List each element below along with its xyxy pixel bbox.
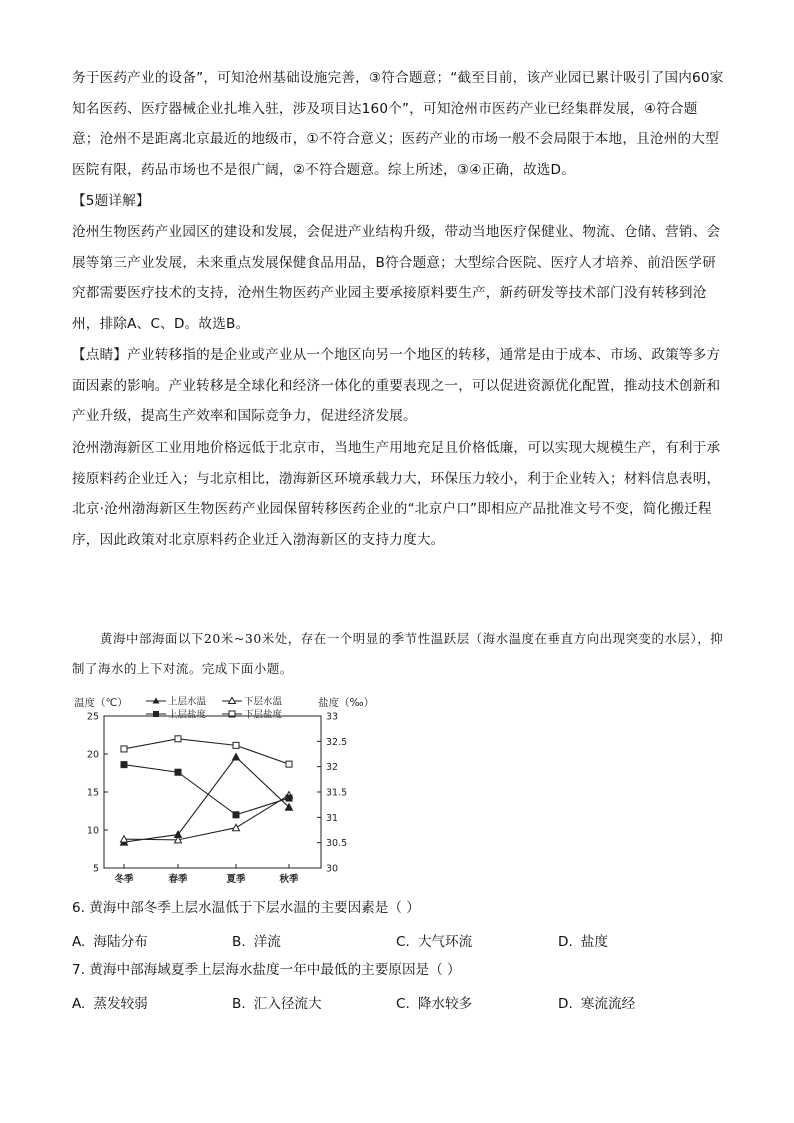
option-key: D.: [558, 996, 573, 1012]
option-key: D.: [558, 934, 573, 950]
series-line-lower-temp: [124, 795, 289, 840]
right-tick-label: 31.5: [326, 787, 348, 799]
explanation-paragraph-4: 沧州渤海新区工业用地价格远低于北京市，当地生产用地充足且价格低廉，可以实现大规模生产，有利于承接原料药企业迁入；与北京相比，渤海新区环境承载力大，环保压力较小，利于企业转入；材料信息表明，北京·沧州渤海新区生物医药产业园保留转移医药企业的“北京户口”即相应产品批准文号不变，简化搬迁程序，因此政策对北京原料药企业迁入渤海新区的支持力度大。: [72, 440, 721, 548]
data-point-lower-salinity: [233, 742, 239, 748]
data-point-lower-temp: [233, 824, 240, 831]
legend-label-lower-salinity: 下层盐度: [244, 709, 283, 721]
option-text: 海陆分布: [93, 934, 148, 950]
right-tick-label: 32: [326, 762, 339, 774]
passage-intro: 黄海中部海面以下20米~30米处，存在一个明显的季节性温跃层（海水温度在垂直方向出现突变的水层），抑制了海水的上下对流。完成下面小题。: [72, 631, 724, 676]
option-text: 蒸发较弱: [93, 996, 148, 1012]
explanation-paragraph-2: 沧州生物医药产业园区的建设和发展，会促进产业结构升级，带动当地医疗保健业、物流、仓储、营销、会展等第三产业发展，未来重点发展保健食品用品，B符合题意；大型综合医院、医疗人才培养、前沿医学研究都需要医疗技术的支持，沧州生物医药产业园主要承接原料要生产，新药研发等技术部门没有转移到沧州，排除A、C、D。故选B。: [72, 224, 721, 332]
q6-option-b[interactable]: [232, 930, 281, 950]
option-key: C.: [396, 996, 410, 1012]
legend-item-upper-temp: [146, 696, 207, 708]
q6-option-c[interactable]: [396, 930, 472, 950]
option-text: 寒流流经: [580, 996, 636, 1012]
data-point-upper-salinity: [121, 762, 127, 768]
question-6-stem: 6. 黄海中部冬季上层水温低于下层水温的主要因素是（ ）: [72, 900, 420, 916]
data-point-upper-salinity: [233, 812, 239, 818]
series-line-lower-salinity: [124, 739, 289, 764]
option-text: 盐度: [580, 934, 608, 950]
series-line-upper-temp: [124, 757, 289, 842]
data-point-upper-salinity: [286, 795, 292, 801]
left-tick-label: 10: [86, 825, 99, 837]
data-point-lower-salinity: [175, 736, 181, 742]
data-point-upper-temp: [233, 754, 240, 761]
legend-label-upper-salinity: 上层盐度: [168, 709, 207, 721]
legend-label-upper-temp: 上层水温: [168, 696, 207, 708]
x-tick-label: 冬季: [114, 874, 134, 885]
right-axis-label: 盐度（‰）: [318, 697, 375, 709]
q7-option-a[interactable]: [72, 992, 148, 1012]
right-tick-label: 32.5: [326, 736, 348, 748]
x-tick-label: 秋季: [279, 874, 299, 885]
question-5-heading: 【5题详解】: [72, 193, 150, 209]
legend-label-lower-temp: 下层水温: [244, 696, 283, 708]
option-text: 汇入径流大: [253, 996, 322, 1012]
legend-item-upper-salinity: [146, 709, 207, 721]
left-tick-label: 25: [86, 711, 99, 723]
data-point-upper-salinity: [175, 769, 181, 775]
right-tick-label: 31: [326, 812, 339, 824]
legend-item-lower-temp: [222, 696, 283, 708]
legend: [146, 696, 283, 721]
legend-item-lower-salinity: [222, 709, 283, 721]
option-text: 降水较多: [417, 996, 473, 1012]
series-line-upper-salinity: [124, 765, 289, 815]
option-key: B.: [232, 934, 246, 950]
q7-option-c[interactable]: [396, 992, 472, 1012]
x-tick-label: 春季: [168, 874, 188, 885]
explanation-paragraph-1: 务于医药产业的设备”，可知沧州基础设施完善，③符合题意；“截至目前，该产业园已累计吸引了国内60家知名医药、医疗器械企业扎堆入驻，涉及项目达160个”，可知沧州市医药产业已经集群发展，④符合题意；沧州不是距离北京最近的地级市，①不符合意义；医药产业的市场一般不会局限于本地，且沧州的大型医院有限，药品市场也不是很广阔，②不符合题意。综上所述，③④正确，故选D。: [72, 70, 724, 178]
q6-option-d[interactable]: [558, 930, 608, 950]
q6-option-a[interactable]: [72, 930, 148, 950]
question-7-stem: 7. 黄海中部海域夏季上层海水盐度一年中最低的主要原因是（ ）: [72, 962, 461, 978]
key-point-paragraph: 【点睛】产业转移指的是企业或产业从一个地区向另一个地区的转移，通常是由于成本、市场、政策等多方面因素的影响。产业转移是全球化和经济一体化的重要表现之一，可以促进资源优化配置，推动技术创新和产业升级，提高生产效率和国际竞争力，促进经济发展。: [72, 347, 721, 425]
left-tick-label: 5: [92, 863, 99, 875]
x-tick-label: 夏季: [226, 874, 246, 885]
q7-option-b[interactable]: [232, 992, 322, 1012]
option-text: 大气环流: [417, 934, 473, 950]
option-key: C.: [396, 934, 410, 950]
option-key: A.: [72, 996, 86, 1012]
option-key: B.: [232, 996, 246, 1012]
right-tick-label: 30.5: [326, 838, 348, 850]
question-7-options: [72, 992, 724, 1014]
left-tick-label: 20: [86, 749, 99, 761]
q7-option-d[interactable]: [558, 992, 635, 1012]
temperature-salinity-chart: [68, 692, 375, 885]
left-tick-label: 15: [86, 787, 99, 799]
left-axis-label: 温度（℃）: [74, 697, 128, 709]
question-6-options: [72, 930, 724, 952]
option-key: A.: [72, 934, 86, 950]
right-tick-label: 30: [326, 863, 339, 875]
data-point-lower-salinity: [286, 761, 292, 767]
data-point-lower-salinity: [121, 746, 127, 752]
right-tick-label: 33: [326, 711, 339, 723]
option-text: 洋流: [253, 934, 281, 950]
